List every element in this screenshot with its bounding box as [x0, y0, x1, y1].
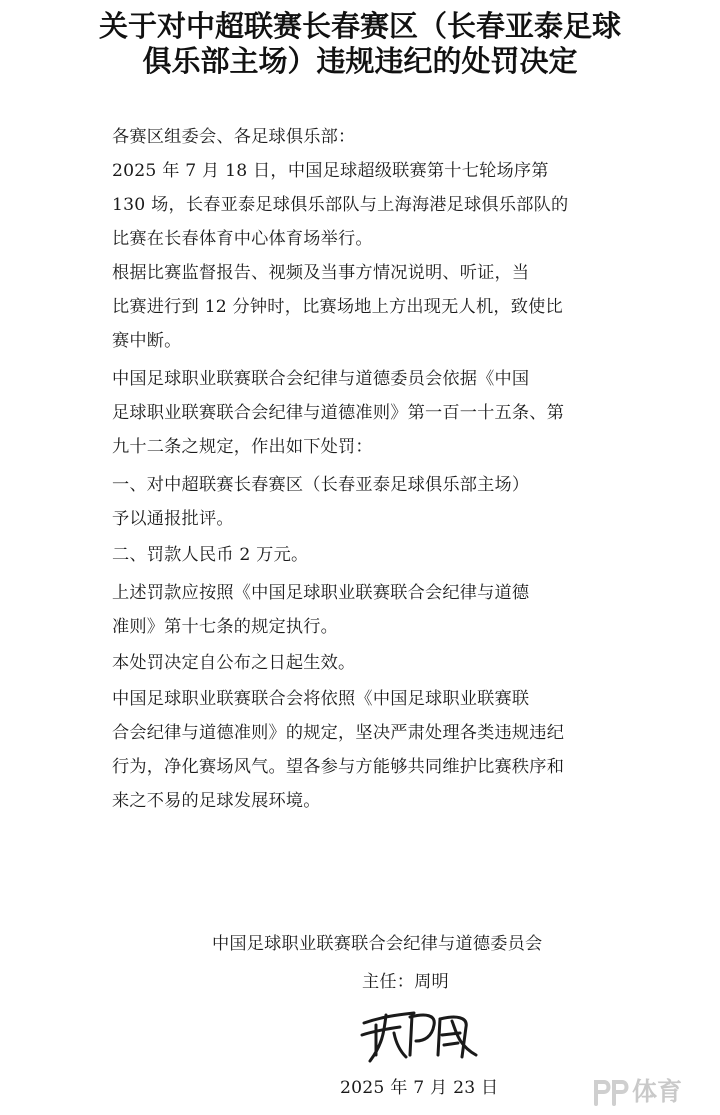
site-watermark [592, 1076, 702, 1108]
page-title-line-2: 俱乐部主场）违规违纪的处罚决定 [142, 44, 578, 78]
body-line: 二、罚款人民币 2 万元。 [112, 545, 309, 565]
body-line: 赛中断。 [112, 331, 182, 351]
body-line: 比赛在长春体育中心体育场举行。 [112, 229, 373, 249]
body-line: 足球职业联赛联合会纪律与道德准则》第一百一十五条、第 [112, 403, 565, 423]
body-line: 准则》第十七条的规定执行。 [112, 617, 339, 637]
signatory-organization: 中国足球职业联赛联合会纪律与道德委员会 [212, 934, 543, 954]
watermark-text: 体育 [632, 1077, 683, 1106]
body-line: 予以通报批评。 [112, 509, 234, 529]
salutation: 各赛区组委会、各足球俱乐部： [112, 127, 356, 147]
body-line: 比赛进行到 12 分钟时，比赛场地上方出现无人机，致使比 [112, 297, 563, 317]
document-date: 2025 年 7 月 23 日 [340, 1078, 499, 1098]
body-line: 中国足球职业联赛联合会将依照《中国足球职业联赛联 [112, 689, 530, 709]
body-line: 2025 年 7 月 18 日，中国足球超级联赛第十七轮场序第 [112, 161, 549, 181]
body-line: 本处罚决定自公布之日起生效。 [112, 653, 356, 673]
body-line: 九十二条之规定，作出如下处罚： [112, 437, 373, 457]
body-line: 合会纪律与道德准则》的规定，坚决严肃处理各类违规违纪 [112, 723, 565, 743]
body-line: 中国足球职业联赛联合会纪律与道德委员会依据《中国 [112, 369, 530, 389]
body-line: 130 场，长春亚泰足球俱乐部队与上海海港足球俱乐部队的 [112, 195, 569, 215]
body-line: 行为，净化赛场风气。望各参与方能够共同维护比赛秩序和 [112, 757, 565, 777]
body-line: 一、对中超联赛长春赛区（长春亚泰足球俱乐部主场） [112, 475, 530, 495]
signatory-title: 主任：周明 [362, 972, 449, 992]
body-line: 上述罚款应按照《中国足球职业联赛联合会纪律与道德 [112, 583, 530, 603]
pp-logo-icon [592, 1076, 632, 1108]
handwritten-signature [356, 1005, 486, 1065]
body-line: 根据比赛监督报告、视频及当事方情况说明、听证，当 [112, 263, 530, 283]
page-title-line-1: 关于对中超联赛长春赛区（长春亚泰足球 [98, 9, 621, 43]
body-line: 来之不易的足球发展环境。 [112, 791, 321, 811]
